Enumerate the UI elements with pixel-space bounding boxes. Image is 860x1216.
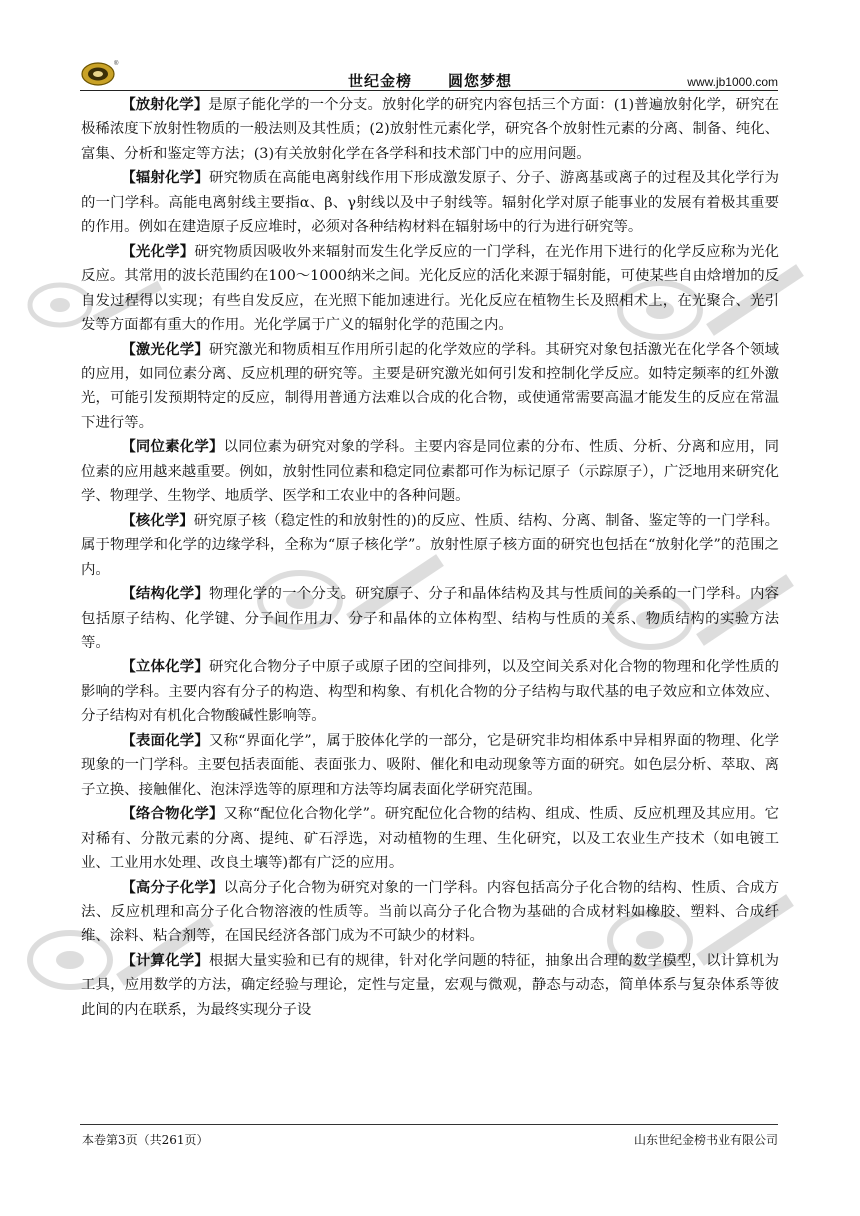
term-heading: 【辐射化学】 (121, 170, 210, 187)
paragraph-surface-chemistry (81, 729, 779, 802)
paragraph-radiochemistry (81, 93, 779, 166)
paragraph-text: 研究化合物分子中原子或原子团的空间排列，以及空间关系对化合物的物理和化学性质的影响的学科。主要内容有分子的构造、构型和构象、有机化合物的分子结构与取代基的电子效应和立体效应、分子结构对有机化合物酸碱性影响等。 (81, 659, 779, 725)
document-body (81, 93, 779, 1022)
paragraph-computational-chemistry (81, 949, 779, 1022)
paragraph-text: 以同位素为研究对象的学科。主要内容是同位素的分布、性质、分析、分离和应用，同位素的应用越来越重要。例如，放射性同位素和稳定同位素都可作为标记原子（示踪原子），广泛地用来研究化学、物理学、生物学、地质学、医学和工农业中的各种问题。 (81, 439, 779, 505)
header-divider (80, 90, 778, 91)
paragraph-text: 根据大量实验和已有的规律，针对化学问题的特征，抽象出合理的数学模型，以计算机为工具，应用数学的方法，确定经验与理论，定性与定量，宏观与微观，静态与动态，简单体系与复杂体系等彼此间的内在联系，为最终实现分子设 (81, 952, 779, 1018)
paragraph-text: 物理化学的一个分支。研究原子、分子和晶体结构及其与性质间的关系的一门学科。内容包括原子结构、化学键、分子间作用力、分子和晶体的立体构型、结构与性质的关系、物质结构的实验方法等。 (81, 586, 779, 651)
paragraph-photochemistry (81, 240, 779, 338)
slogan-motto: 圆您梦想 (448, 72, 513, 90)
page-number: 本卷第3页（共261页） (82, 1133, 209, 1147)
term-heading: 【立体化学】 (121, 659, 210, 676)
paragraph-text: 研究激光和物质相互作用所引起的化学效应的学科。其研究对象包括激光在化学各个领域的应用，如同位素分离、反应机理的研究等。主要是研究激光如何引发和控制化学反应。如特定频率的红外激光，可能引发预期特定的反应，制得用普通方法难以合成的化合物，或使通常需要高温才能发生的反应在常温下进行等。 (81, 341, 779, 431)
term-heading: 【同位素化学】 (121, 439, 224, 456)
paragraph-radiation-chemistry (81, 166, 779, 239)
term-heading: 【光化学】 (121, 243, 195, 260)
header-url[interactable]: www.jb1000.com (687, 75, 778, 89)
paragraph-complex-chemistry (81, 802, 779, 875)
term-heading: 【核化学】 (121, 512, 194, 529)
footer-divider (80, 1124, 778, 1125)
term-heading: 【高分子化学】 (121, 879, 224, 896)
term-heading: 【结构化学】 (121, 586, 210, 603)
paragraph-stereochemistry (81, 655, 779, 728)
paragraph-structural-chemistry (81, 582, 779, 655)
paragraph-text: 研究物质在高能电离射线作用下形成激发原子、分子、游离基或离子的过程及其化学行为的一门学科。高能电离射线主要指α、β、γ射线以及中子射线等。辐射化学对原子能事业的发展有着极其重要的作用。例如在建造原子反应堆时，必须对各种结构材料在辐射场中的行为进行研究等。 (81, 170, 779, 236)
paragraph-text: 研究原子核（稳定性的和放射性的)的反应、性质、结构、分离、制备、鉴定等的一门学科。属于物理学和化学的边缘学科，全称为“原子核化学”。放射性原子核方面的研究也包括在“放射化学”的范围之内。 (81, 512, 779, 578)
term-heading: 【络合物化学】 (121, 806, 224, 823)
term-heading: 【激光化学】 (121, 341, 210, 358)
paragraph-text: 又称“界面化学”，属于胶体化学的一部分，它是研究非均相体系中异相界面的物理、化学现象的一门学科。主要包括表面能、表面张力、吸附、催化和电动现象等方面的研究。如色层分析、萃取、离子立换、接触催化、泡沫浮选等的原理和方法等均属表面化学研究范围。 (81, 732, 779, 798)
paragraph-polymer-chemistry (81, 876, 779, 949)
term-heading: 【表面化学】 (121, 732, 209, 749)
paragraph-text: 研究物质因吸收外来辐射而发生化学反应的一门学科，在光作用下进行的化学反应称为光化反应。其常用的波长范围约在100～1000纳米之间。光化反应的活化来源于辐射能，可使某些自由焓增加的反自发过程得以实现；有些自发反应，在光照下能加速进行。光化反应在植物生长及照相术上，在光聚合、光引发等方面都有重大的作用。光化学属于广义的辐射化学的范围之内。 (81, 243, 779, 334)
paragraph-text: 以高分子化合物为研究对象的一门学科。内容包括高分子化合物的结构、性质、合成方法、反应机理和高分子化合物溶液的性质等。当前以高分子化合物为基础的合成材料如橡胶、塑料、合成纤维、涂料、粘合剂等，在国民经济各部门成为不可缺少的材料。 (81, 879, 779, 945)
paragraph-laser-chemistry (81, 338, 779, 436)
footer-company: 山东世纪金榜书业有限公司 (633, 1133, 778, 1147)
paragraph-nuclear-chemistry (81, 509, 779, 582)
svg-text:®: ® (114, 61, 119, 67)
paragraph-text: 是原子能化学的一个分支。放射化学的研究内容包括三个方面：(1)普遍放射化学，研究在极稀浓度下放射性物质的一般法则及其性质；(2)放射性元素化学，研究各个放射性元素的分离、制备、纯化、富集、分析和鉴定等方法；(3)有关放射化学在各学科和技术部门中的应用问题。 (81, 97, 779, 162)
paragraph-text: 又称“配位化合物化学”。研究配位化合物的结构、组成、性质、反应机理及其应用。它对稀有、分散元素的分离、提纯、矿石浮选，对动植物的生理、生化研究，以及工农业生产技术（如电镀工业、工业用水处理、改良土壤等)都有广泛的应用。 (81, 806, 779, 872)
term-heading: 【计算化学】 (121, 952, 210, 969)
paragraph-isotope-chemistry (81, 435, 779, 508)
term-heading: 【放射化学】 (121, 97, 209, 113)
slogan-brand: 世纪金榜 (347, 72, 412, 90)
